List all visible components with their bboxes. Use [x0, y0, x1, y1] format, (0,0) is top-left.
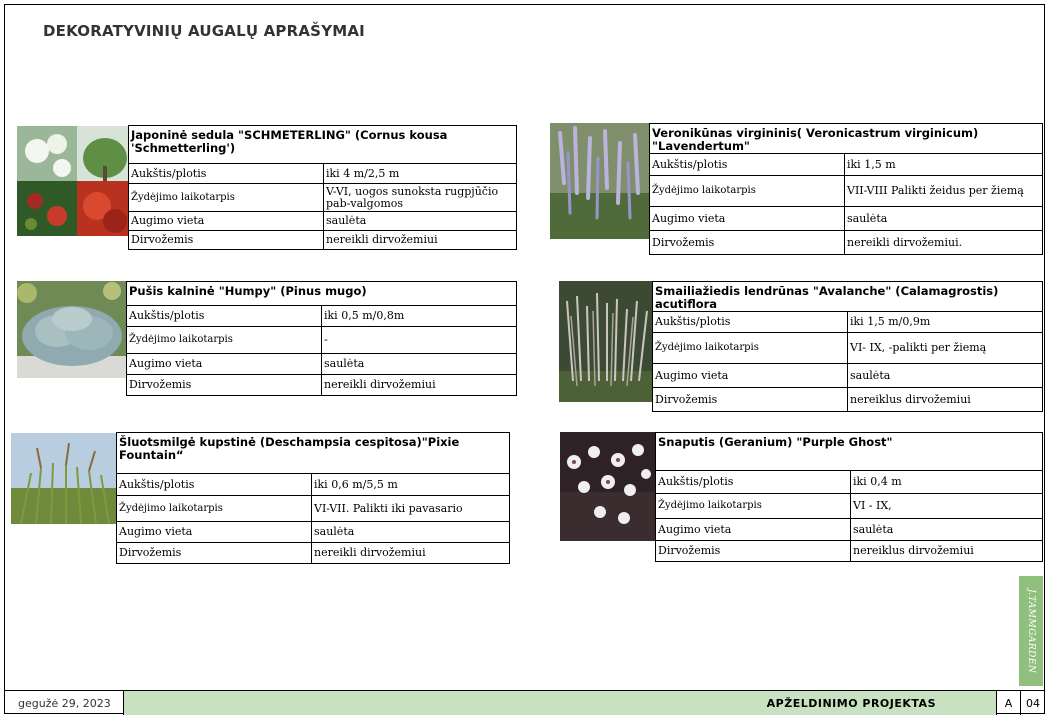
size-value: iki 1,5 m: [845, 154, 1043, 176]
soil-label: Dirvožemis: [127, 375, 322, 396]
bloom-label: Žydėjimo laikotarpis: [656, 494, 851, 519]
bloom-value: VI- IX, -palikti per žiemą: [848, 333, 1043, 364]
bloom-label: Žydėjimo laikotarpis: [650, 176, 845, 207]
site-value: saulėta: [845, 207, 1043, 231]
site-label: Augimo vieta: [129, 212, 324, 231]
bloom-label: Žydėjimo laikotarpis: [127, 327, 322, 354]
soil-value: nereiklus dirvožemiui: [848, 388, 1043, 412]
soil-label: Dirvožemis: [650, 231, 845, 255]
soil-label: Dirvožemis: [656, 541, 851, 562]
size-label: Aukštis/plotis: [650, 154, 845, 176]
size-label: Aukštis/plotis: [117, 474, 312, 496]
site-label: Augimo vieta: [117, 522, 312, 543]
size-label: Aukštis/plotis: [656, 471, 851, 494]
size-label: Aukštis/plotis: [127, 306, 322, 327]
plant-table-veronicastrum: [649, 123, 1043, 255]
plant-name: Smailiažiedis lendrūnas "Avalanche" (Calamagrostis) acutiflora: [653, 282, 1043, 312]
plant-table-pinus: [126, 281, 517, 396]
brand-logo-text: J.TAMMGARDEN: [1026, 588, 1036, 674]
bloom-value: V-VI, uogos sunoksta rugpjūčio pab-valgomos: [324, 184, 517, 212]
size-label: Aukštis/plotis: [653, 312, 848, 333]
plant-name: Pušis kalninė "Humpy" (Pinus mugo): [127, 282, 517, 306]
plant-photo-veronicastrum: [550, 123, 649, 239]
site-label: Augimo vieta: [127, 354, 322, 375]
soil-label: Dirvožemis: [117, 543, 312, 564]
soil-value: nereikli dirvožemiui.: [845, 231, 1043, 255]
size-value: iki 4 m/2,5 m: [324, 164, 517, 184]
footer-sheet-number: 04: [1026, 696, 1040, 710]
soil-value: nereikli dirvožemiui: [312, 543, 510, 564]
bloom-value: VI - IX,: [851, 494, 1043, 519]
bloom-label: Žydėjimo laikotarpis: [117, 496, 312, 522]
site-label: Augimo vieta: [650, 207, 845, 231]
site-value: saulėta: [324, 212, 517, 231]
soil-value: nereikli dirvožemiui: [322, 375, 517, 396]
plant-photo-geranium: [560, 432, 655, 541]
bloom-value: -: [322, 327, 517, 354]
plant-table-cornus: [128, 125, 517, 250]
soil-label: Dirvožemis: [129, 231, 324, 250]
project-label: APŽELDINIMO PROJEKTAS: [766, 696, 936, 710]
soil-value: nereikli dirvožemiui: [324, 231, 517, 250]
size-value: iki 0,6 m/5,5 m: [312, 474, 510, 496]
page-title: DEKORATYVINIŲ AUGALŲ APRAŠYMAI: [43, 22, 365, 40]
plant-name: Veronikūnas virgininis( Veronicastrum virginicum) "Lavendertum": [650, 124, 1043, 154]
plant-table-deschampsia: [116, 432, 510, 564]
soil-label: Dirvožemis: [653, 388, 848, 412]
footer-sheet-letter: A: [997, 691, 1021, 715]
site-value: saulėta: [848, 364, 1043, 388]
size-value: iki 1,5 m/0,9m: [848, 312, 1043, 333]
plant-photo-deschampsia: [11, 433, 116, 524]
size-value: iki 0,4 m: [851, 471, 1043, 494]
plant-table-calamagrostis: [652, 281, 1043, 412]
plant-name: Japoninė sedula "SCHMETERLING" (Cornus kousa 'Schmetterling'): [129, 126, 517, 164]
size-label: Aukštis/plotis: [129, 164, 324, 184]
bloom-value: VI-VII. Palikti iki pavasario: [312, 496, 510, 522]
bloom-label: Žydėjimo laikotarpis: [129, 184, 324, 212]
plant-photo-pinus: [17, 281, 126, 378]
site-label: Augimo vieta: [656, 519, 851, 541]
footer-project-title: [124, 691, 997, 715]
plant-name: Snaputis (Geranium) "Purple Ghost": [656, 433, 1043, 471]
site-value: saulėta: [312, 522, 510, 543]
soil-value: nereiklus dirvožemiui: [851, 541, 1043, 562]
site-label: Augimo vieta: [653, 364, 848, 388]
title-block: [4, 690, 1045, 715]
size-value: iki 0,5 m/0,8m: [322, 306, 517, 327]
site-value: saulėta: [322, 354, 517, 375]
plant-photo-cornus: [17, 126, 128, 236]
brand-tab: [1019, 576, 1043, 686]
plant-table-geranium: [655, 432, 1043, 562]
bloom-value: VII-VIII Palikti žeidus per žiemą: [845, 176, 1043, 207]
plant-photo-calamagrostis: [559, 281, 652, 402]
bloom-label: Žydėjimo laikotarpis: [653, 333, 848, 364]
footer-date: gegužė 29, 2023: [4, 691, 124, 715]
site-value: saulėta: [851, 519, 1043, 541]
plant-name: Šluotsmilgė kupstinė (Deschampsia cespitosa)"Pixie Fountain“: [117, 433, 510, 474]
